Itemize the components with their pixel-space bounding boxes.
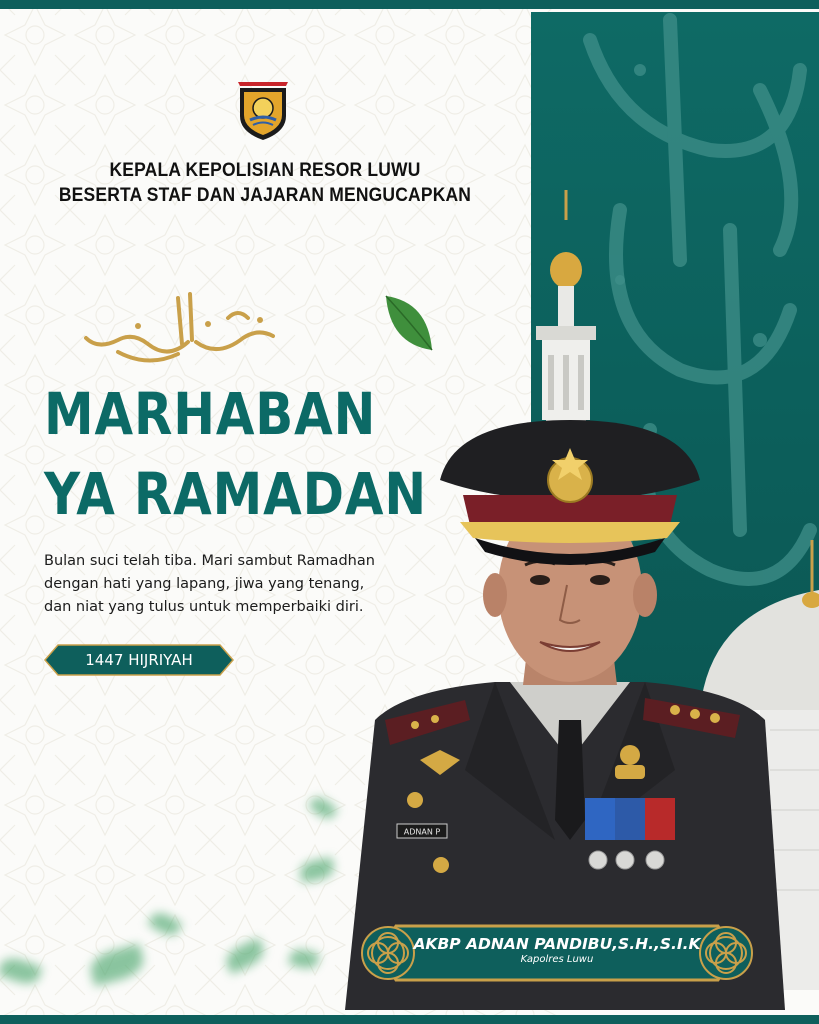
message-line-2: dengan hati yang lapang, jiwa yang tenang,	[44, 576, 365, 592]
hijri-year-text: 1447 HIJRIYAH	[85, 651, 193, 669]
officer-role: Kapolres Luwu	[520, 954, 594, 965]
bottom-border	[0, 1015, 819, 1024]
message-line-1: Bulan suci telah tiba. Mari sambut Ramadhan	[44, 553, 375, 569]
title-line-2: YA RAMADAN	[44, 460, 427, 528]
green-leaf-decoration	[380, 292, 438, 356]
officer-name-plate	[356, 918, 758, 988]
top-border	[0, 0, 819, 9]
police-emblem-logo	[236, 72, 290, 142]
gold-ramadan-calligraphy	[78, 288, 278, 372]
uniform-name-tag: ADNAN P	[403, 827, 441, 837]
message-line-3: dan niat yang tulus untuk memperbaiki diri.	[44, 599, 364, 615]
heading-line-2: BESERTA STAF DAN JAJARAN MENGUCAPKAN	[58, 185, 472, 206]
title-line-1: MARHABAN	[44, 380, 377, 448]
heading-line-1: KEPALA KEPOLISIAN RESOR LUWU	[109, 160, 421, 181]
hijri-year-badge	[44, 644, 234, 676]
officer-name: AKBP ADNAN PANDIBU,S.H.,S.I.K	[413, 935, 701, 953]
name-plate-frame	[356, 918, 758, 988]
greeting-heading	[58, 158, 472, 208]
